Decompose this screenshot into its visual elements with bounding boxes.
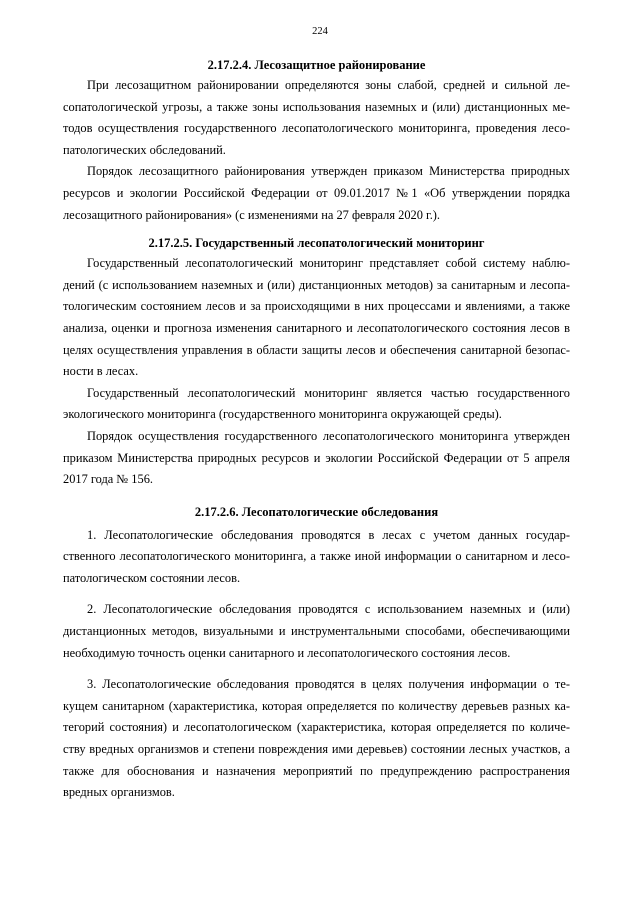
- page-content: [63, 56, 570, 804]
- section-heading: 2.17.2.4. Лесозащитное районирование: [207, 58, 426, 72]
- paragraph: Государственный лесопатологический мониторинг представляет собой систему наблюдений (с использованием наземных и (или) дистанционных методов) за санитарным и лесопатологическим состоянием лесов и за происходящими в них процессами и явлениями, а также анализа, оценки и прогноза изменения санитарного и лесопатологического состояния лесов в целях осуществления управления в области защиты лесов и обеспечения санитарной безопасности в лесах.: [63, 256, 570, 379]
- paragraph: 1. Лесопатологические обследования проводятся в лесах с учетом данных государственного лесопатологического мониторинга, а также иной информации о санитарном и лесопатологическом состоянии лесов.: [63, 527, 570, 585]
- page-number: 224: [312, 26, 328, 37]
- section-heading: 2.17.2.5. Государственный лесопатологический мониторинг: [148, 236, 485, 251]
- paragraph: Государственный лесопатологический мониторинг является частью государственного экологического мониторинга (государственного мониторинга окружающей среды).: [63, 385, 570, 422]
- paragraph: 3. Лесопатологические обследования проводятся в целях получения информации о текущем санитарном (характеристика, которая определяется по количеству деревьев разных категорий состояния) и лесопатологическом (характеристика, которая определяется по количеству вредных организмов и степени повреждения ими деревьев) состоянии лесных участков, а также для обоснования и назначения мероприятий по предупреждению распространения вредных организмов.: [63, 677, 570, 800]
- paragraph: 2. Лесопатологические обследования проводятся с использованием наземных и (или) дистанционных методов, визуальными и инструментальными способами, обеспечивающими необходимую точность оценки санитарного и лесопатологического состояния лесов.: [63, 602, 570, 660]
- section-heading: 2.17.2.6. Лесопатологические обследования: [194, 504, 439, 519]
- paragraph: Порядок осуществления государственного лесопатологического мониторинга утвержден приказом Министерства природных ресурсов и экологии Российской Федерации от 5 апреля 2017 года № 156.: [63, 428, 570, 487]
- paragraph: При лесозащитном районировании определяются зоны слабой, средней и сильной лесопатологической угрозы, а также зоны использования наземных и (или) дистанционных методов осуществления государственного лесопатологического мониторинга, проведения лесопатологических обследований.: [63, 78, 570, 157]
- paragraph: Порядок лесозащитного районирования утвержден приказом Министерства природных ресурсов и экологии Российской Федерации от 09.01.2017 №1 «Об утверждении порядка лесозащитного районирования» (с изменениями на 27 февраля 2020 г.).: [63, 164, 570, 222]
